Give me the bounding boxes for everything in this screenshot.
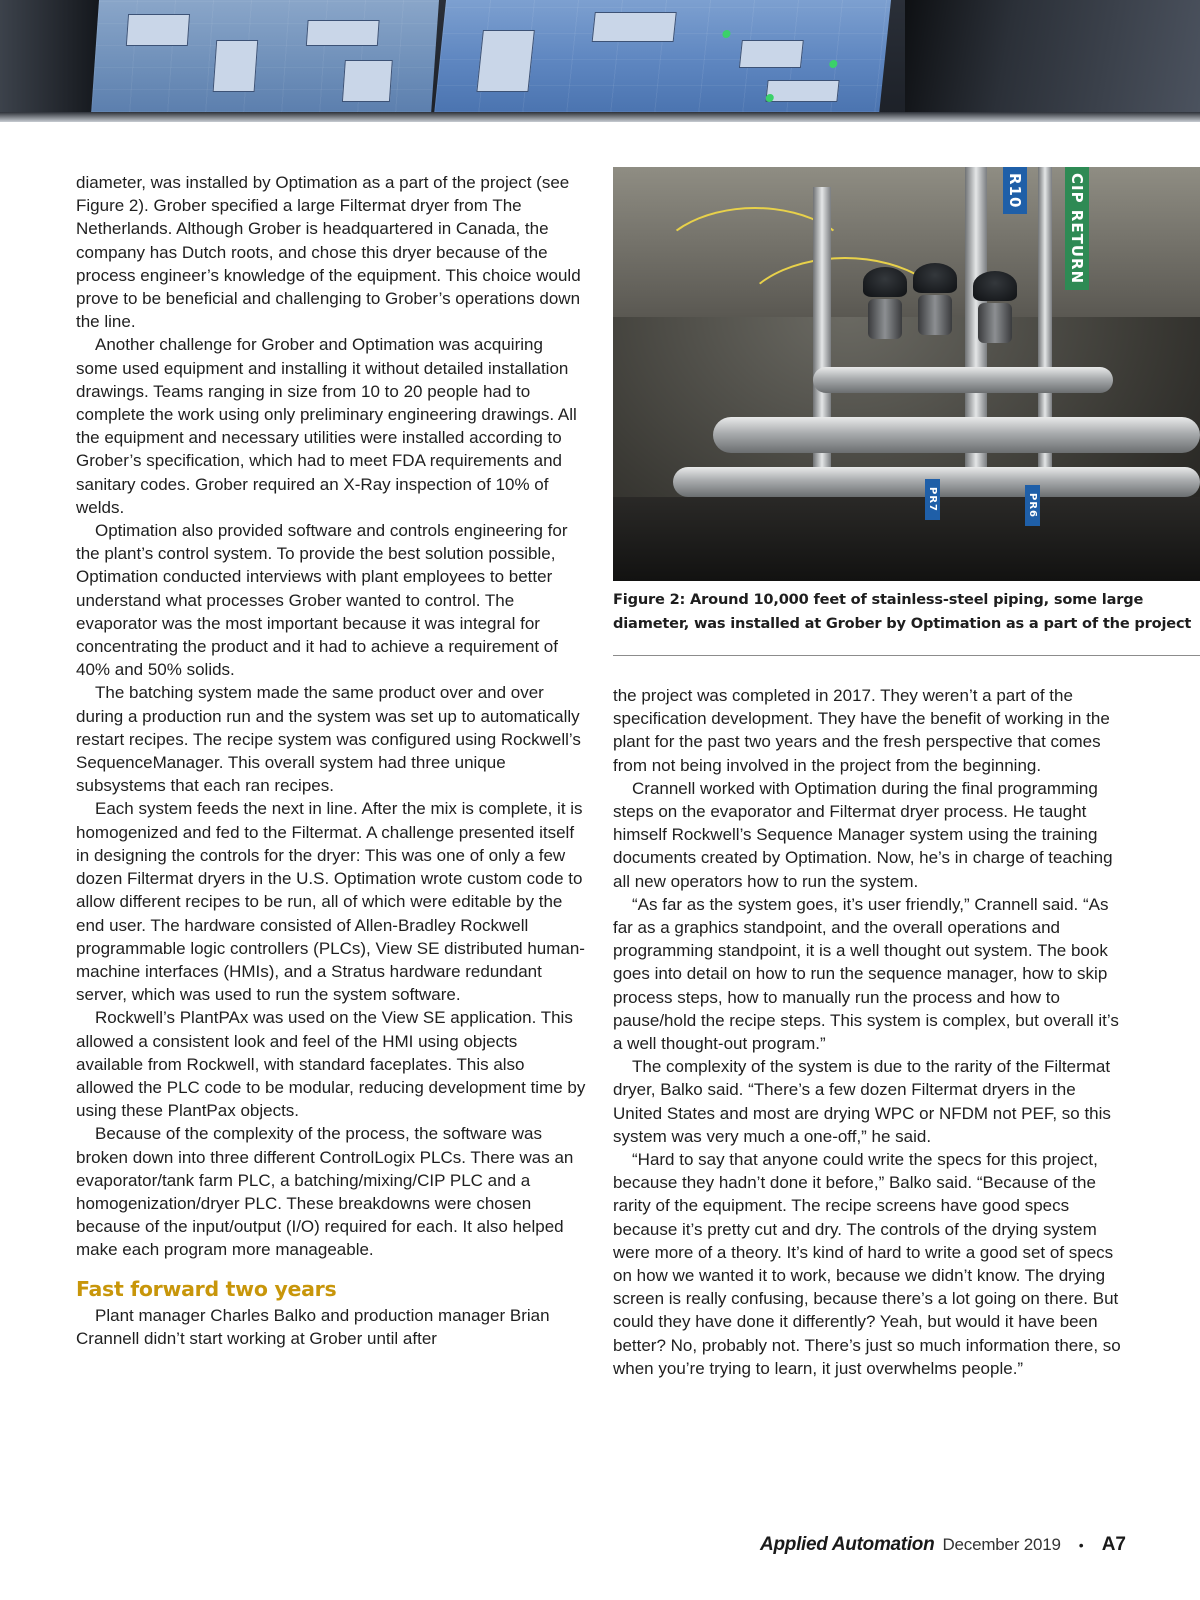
photo-valve	[978, 303, 1012, 343]
photo-actuator	[913, 263, 957, 293]
paragraph: Because of the complexity of the process, the software was broken down into three different ControlLogix PLCs. There was an evaporator/tank farm PLC, a batching/mixing/CIP PLC and a homogenization/dryer PLC. These breakdowns were chosen because of the input/output (I/O) required for each. It also helped make each program more manageable.	[76, 1124, 574, 1260]
publication-name: Applied Automation	[760, 1534, 935, 1555]
photo-horizontal-pipe	[713, 417, 1200, 453]
hmi-screen-right	[434, 0, 891, 115]
paragraph: The complexity of the system is due to the rarity of the Filtermat dryer, Balko said. “There’s a few dozen Filtermat dryers in the United States and most are drying WPC or NFDM not PEF, so this system was very much a one-off,” he said.	[613, 1057, 1111, 1146]
photo-tag: R10	[1003, 167, 1027, 214]
issue-date: December 2019	[942, 1535, 1061, 1554]
paragraph: Crannell worked with Optimation during the final programming steps on the evaporator and Filtermat dryer process. He taught himself Rockwell’s Sequence Manager system using the training documents created by Optimation. Now, he’s in charge of teaching all new operators how to run the system.	[613, 778, 1113, 891]
photo-actuator	[973, 271, 1017, 301]
paragraph: the project was completed in 2017. They weren’t a part of the specification development. They have the benefit of working in the plant for the past two years and the fresh perspective that comes from not being involved in the project from the beginning.	[613, 686, 1110, 775]
page-footer	[760, 1534, 1126, 1562]
monitor-bezel-right	[905, 0, 1200, 112]
photo-tag: PR6	[1025, 485, 1040, 526]
page-number: A7	[1101, 1534, 1126, 1555]
section-heading: Fast forward two years	[76, 1276, 337, 1301]
photo-floor	[613, 497, 1200, 581]
footer-separator: •	[1078, 1537, 1084, 1553]
paragraph: The batching system made the same product over and over during a production run and the system was set up to automatically restart recipes. The recipe system was configured using Rockwell’s SequenceManager. This overall system had three unique subsystems that each ran recipes.	[76, 683, 581, 796]
photo-tag: PR7	[925, 479, 940, 520]
paragraph: Optimation also provided software and controls engineering for the plant’s control system. To provide the best solution possible, Optimation conducted interviews with plant employees to better understand what processes Grober wanted to control. The evaporator was the most important because it was integral for concentrating the product and it had to achieve a requirement of 40% and 50% solids.	[76, 521, 568, 680]
paragraph: diameter, was installed by Optimation as a part of the project (see Figure 2). Grober specified a large Filtermat dryer from The Netherlands. Although Grober is headquartered in Canada, the company has Dutch roots, and chose this dryer because of the process engineer’s knowledge of the equipment. This choice would prove to be beneficial and challenging to Grober’s operations down the line.	[76, 173, 581, 332]
paragraph: Each system feeds the next in line. After the mix is complete, it is homogenized and fed to the Filtermat. A challenge presented itself in designing the controls for the dryer: This was one of only a few dozen Filtermat dryers in the U.S. Optimation wrote custom code to allow different recipes to be run, all of which were editable by the end user. The hardware consisted of Allen-Bradley Rockwell programmable logic controllers (PLCs), View SE distributed human-machine interfaces (HMIs), and a Stratus hardware redundant server, which was used to run the system software.	[76, 799, 585, 1005]
photo-tag: CIP RETURN	[1065, 167, 1089, 290]
left-column	[76, 171, 586, 1350]
photo-valve	[918, 295, 952, 335]
caption-divider	[613, 655, 1200, 656]
photo-horizontal-pipe	[813, 367, 1113, 393]
header-photo-hmi-screens	[0, 0, 1200, 122]
paragraph: “As far as the system goes, it’s user friendly,” Crannell said. “As far as a graphics standpoint, and the overall operations and programming standpoint, it is a well thought out system. The book goes into detail on how to run the sequence manager, how to skip process steps, how to manually run the process and how to pause/hold the recipe steps. This system is complex, but overall it’s a well thought-out program.”	[613, 894, 1119, 1054]
hmi-screen-left	[91, 0, 439, 115]
paragraph: Another challenge for Grober and Optimation was acquiring some used equipment and installing it without detailed installation drawings. Teams ranging in size from 10 to 20 people had to complete the work using only preliminary engineering drawings. All the equipment and necessary utilities were installed according to Grober’s specification, which had to meet FDA requirements and sanitary codes. Grober required an X-Ray inspection of 10% of welds.	[76, 335, 577, 517]
figure-2-photo	[613, 167, 1200, 581]
paragraph: Plant manager Charles Balko and production manager Brian Crannell didn’t start working at Grober until after	[76, 1305, 550, 1348]
right-column	[613, 684, 1128, 1380]
photo-actuator	[863, 267, 907, 297]
paragraph: Rockwell’s PlantPAx was used on the View SE application. This allowed a consistent look and feel of the HMI using objects available from Rockwell, with standard faceplates. This also allowed the PLC code to be modular, reducing development time by using these PlantPax objects.	[76, 1008, 586, 1121]
photo-valve	[868, 299, 902, 339]
monitor-bezel-left	[0, 0, 100, 112]
monitor-shelf	[0, 112, 1200, 122]
paragraph: “Hard to say that anyone could write the specs for this project, because they hadn’t done it before,” Balko said. “Because of the rarity of the equipment. The recipe screens have good specs because it’s pretty cut and dry. The controls of the drying system were more of a theory. It’s kind of hard to write a good set of specs on how we wanted it to work, because we didn’t know. The drying screen is really confusing, because there’s a lot going on there. But could they have done it differently? Yeah, but would it have been better? No, probably not. There’s just so much information there, so when you’re trying to learn, it just overwhelms people.”	[613, 1150, 1121, 1378]
figure-caption: Figure 2: Around 10,000 feet of stainless-steel piping, some large diameter, was installed at Grober by Optimation as a part of the project	[613, 591, 1192, 632]
